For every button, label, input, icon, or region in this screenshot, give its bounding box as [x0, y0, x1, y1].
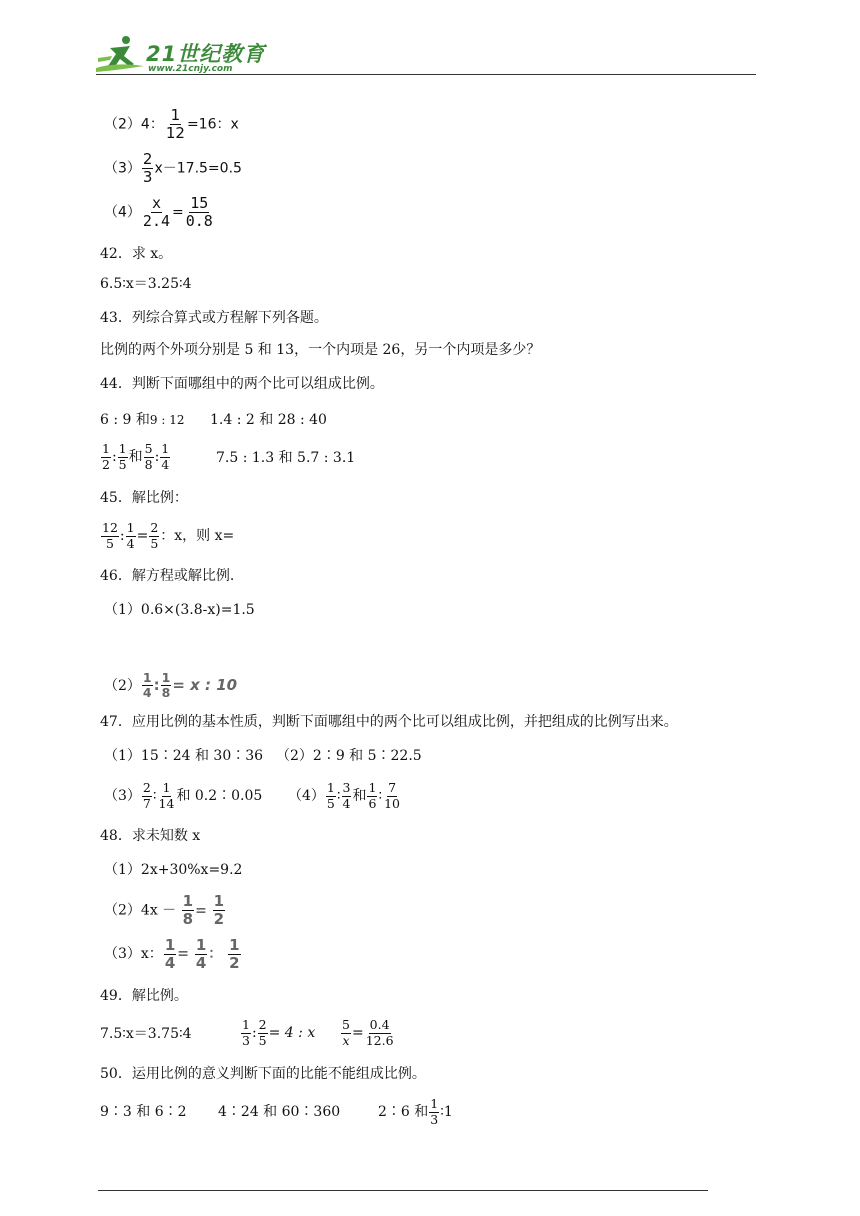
q44-option-d: 7.5 : 1.3 和 5.7 : 3.1 — [216, 450, 356, 466]
q44-option-a: 6 : 9 和9 : 12 — [100, 412, 185, 428]
fraction: $\frac{1}{3}$ — [242, 1017, 250, 1048]
logo-url: www.21cnjy.com — [148, 64, 233, 74]
q42-equation: 6.5∶x＝3.25∶4 — [100, 276, 192, 292]
q48-part3: （3）x： $\frac{1}{4}$ = $\frac{1}{4}$ ： $\frac{1}{2}$ — [104, 935, 240, 972]
q50-part-a: 9∶3 和 6∶2 — [100, 1104, 187, 1120]
q49-part-a: 7.5∶x＝3.75∶4 — [100, 1026, 192, 1042]
fraction: $\frac{1}{4}$ — [142, 669, 152, 700]
q50-part-c: 2∶6 和 $\frac{1}{3}$ ∶1 — [378, 1096, 453, 1127]
q47-part4: （4） $\frac{1}{5}$ ∶ $\frac{3}{4}$ 和 $\frac{1}{6}$ ∶ $\frac{7}{10}$ — [288, 780, 400, 811]
fraction: $\frac{1}{4}$ — [161, 441, 170, 472]
fraction: $\frac{3}{4}$ — [342, 780, 351, 811]
fraction: $\frac{0.4}{12.6}$ — [365, 1017, 394, 1048]
q49-part-c: $\frac{5}{x}$ = $\frac{0.4}{12.6}$ — [342, 1017, 394, 1048]
fraction: $\frac{2}{5}$ — [258, 1017, 267, 1048]
logo-brand: 21世纪教育 — [146, 42, 266, 66]
runner-logo-icon — [96, 34, 146, 74]
fraction: $\frac{1}{4}$ — [195, 935, 207, 972]
fraction: $\frac{1}{8}$ — [161, 669, 171, 700]
q50-part-b: 4∶24 和 60∶360 — [218, 1104, 341, 1120]
fraction: $\frac{x}{2.4}$ — [142, 194, 171, 230]
q47-part1: （1）15∶24 和 30∶36 — [104, 748, 264, 764]
q47-part2: （2）2∶9 和 5∶22.5 — [276, 748, 422, 764]
fraction: $\frac{2}{3}$ — [142, 150, 153, 186]
q44-title: 44．判断下面哪组中的两个比可以组成比例。 — [100, 376, 384, 392]
q46-title: 46．解方程或解比例. — [100, 568, 235, 584]
fraction: $\frac{1}{6}$ — [368, 780, 377, 811]
fraction: $\frac{12}{5}$ — [102, 520, 118, 551]
fraction: $\frac{15}{0.8}$ — [185, 194, 213, 230]
q48-part1: （1）2x+30%x=9.2 — [104, 862, 243, 878]
logo — [96, 34, 266, 74]
fraction: $\frac{1}{4}$ — [126, 520, 135, 551]
fraction: $\frac{1}{14}$ — [158, 780, 175, 811]
fraction: $\frac{5}{x}$ — [342, 1017, 350, 1048]
q49-title: 49．解比例。 — [100, 988, 188, 1004]
q43-title: 43．列综合算式或方程解下列各题。 — [100, 310, 328, 326]
q48-part2: （2）4x － $\frac{1}{8}$ = $\frac{1}{2}$ — [104, 892, 225, 928]
q43-text: 比例的两个外项分别是 5 和 13，一个内项是 26，另一个内项是多少？ — [100, 342, 541, 358]
fraction: $\frac{1}{12}$ — [165, 106, 185, 142]
fraction: $\frac{7}{10}$ — [384, 780, 400, 811]
q45-title: 45．解比例： — [100, 490, 188, 506]
fraction: $\frac{1}{5}$ — [118, 441, 127, 472]
fraction: $\frac{1}{2}$ — [229, 935, 240, 972]
fraction: $\frac{1}{8}$ — [182, 892, 194, 928]
footer-rule — [98, 1190, 708, 1191]
q42-title: 42．求 x。 — [100, 246, 173, 262]
q41-part4: （4） $\frac{x}{2.4}$ = $\frac{15}{0.8}$ — [104, 194, 213, 230]
q46-part1: （1）0.6×(3.8-x)=1.5 — [104, 602, 255, 618]
fraction: $\frac{1}{4}$ — [164, 935, 176, 972]
fraction: $\frac{5}{8}$ — [144, 441, 153, 472]
q46-part2: （2） $\frac{1}{4}$ : $\frac{1}{8}$ = x : 10 — [104, 669, 238, 700]
fraction: $\frac{1}{2}$ — [102, 441, 110, 472]
q45-equation: $\frac{12}{5}$ : $\frac{1}{4}$ = $\frac{2}{5}$ ：x，则 x= — [102, 520, 235, 551]
q49-part-b: $\frac{1}{3}$ : $\frac{2}{5}$ = 4 : x — [242, 1017, 316, 1048]
q48-title: 48．求未知数 x — [100, 828, 201, 844]
q47-title: 47．应用比例的基本性质，判断下面哪组中的两个比可以组成比例，并把组成的比例写出来。 — [100, 714, 678, 730]
header-rule — [96, 74, 756, 75]
fraction: $\frac{1}{3}$ — [430, 1096, 439, 1127]
fraction: $\frac{2}{5}$ — [150, 520, 159, 551]
q44-option-b: 1.4 : 2 和 28 : 40 — [210, 412, 327, 428]
fraction: $\frac{2}{7}$ — [142, 780, 151, 811]
fraction: $\frac{1}{2}$ — [213, 892, 225, 928]
q44-option-c: $\frac{1}{2}$ : $\frac{1}{5}$ 和 $\frac{5}{8}$ : $\frac{1}{4}$ — [102, 441, 170, 472]
q47-part3: （3） $\frac{2}{7}$ ∶ $\frac{1}{14}$ 和 0.2∶0.05 — [104, 780, 263, 811]
q41-part3: （3） $\frac{2}{3}$ x－17.5=0.5 — [104, 150, 242, 186]
q50-title: 50．运用比例的意义判断下面的比能不能组成比例。 — [100, 1066, 426, 1082]
q41-part2: （2）4： $\frac{1}{12}$ =16：x — [104, 106, 239, 142]
fraction: $\frac{1}{5}$ — [326, 780, 335, 811]
